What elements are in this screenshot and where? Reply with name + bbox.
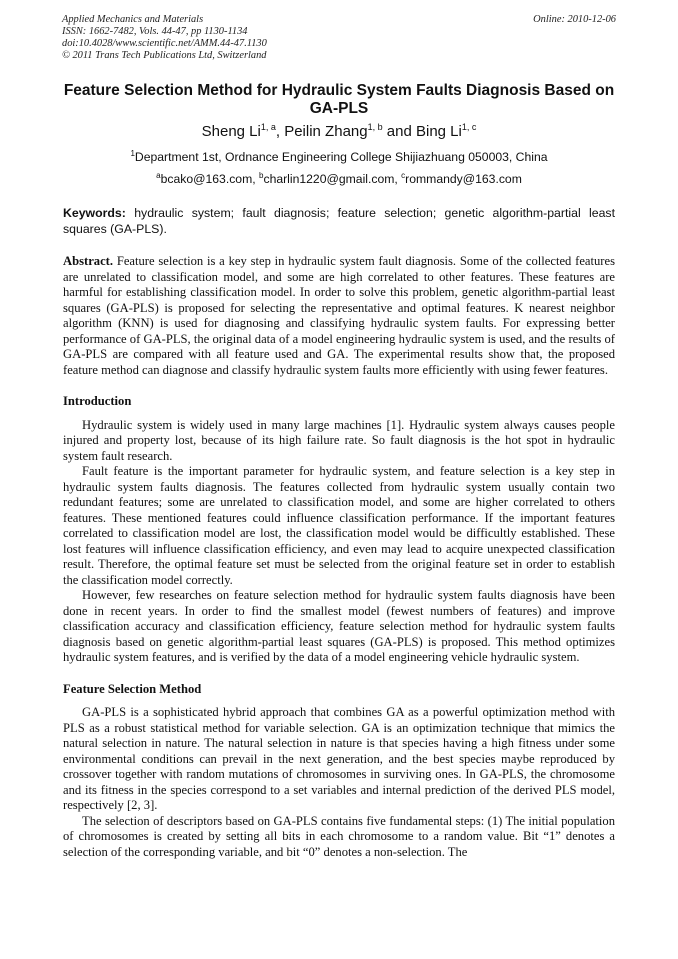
method-heading: Feature Selection Method xyxy=(63,681,202,696)
paper-title: Feature Selection Method for Hydraulic System Faults Diagnosis Based on GA-PLS xyxy=(63,82,615,117)
paper-body xyxy=(63,254,615,860)
email-list xyxy=(0,172,678,187)
email-address: rommandy@163.com xyxy=(405,172,522,186)
keywords-label: Keywords: xyxy=(63,206,126,220)
body-paragraph: GA-PLS is a sophisticated hybrid approach that combines GA as a powerful optimization method with PLS as a robust statistical method for variable selection. GA is an optimization technique that mimics the natural selection in nature. The natural selection in nature is that species having a high fitness under some environmental conditions can prevail in the next generation, and the best species maybe reproduced by crossover together with random mutations of chromosomes in surviving ones. In GA-PLS, the chromosome and its fitness in the species correspond to a set variables and internal prediction of the derived PLS model, respectively [2, 3]. xyxy=(63,705,615,812)
doi-line: doi:10.4028/www.scientific.net/AMM.44-47.1130 xyxy=(62,38,267,49)
affiliation-marker: 1 xyxy=(130,149,135,158)
author-separator: and xyxy=(382,123,416,140)
journal-name: Applied Mechanics and Materials xyxy=(62,14,204,25)
email-marker: b xyxy=(259,171,264,180)
author-name: Peilin Zhang xyxy=(284,123,368,140)
body-paragraph: Hydraulic system is widely used in many large machines [1]. Hydraulic system always causes people injured and property lost, because of its high failure rate. So fault diagnosis is the hot spot in hydraulic system fault research. xyxy=(63,417,615,463)
email-address: charlin1220@gmail.com xyxy=(263,172,395,186)
keywords-block xyxy=(63,206,615,237)
author-affiliation-marker: 1, c xyxy=(461,122,477,132)
affiliation-text: Department 1st, Ordnance Engineering College Shijiazhuang 050003, China xyxy=(134,150,548,164)
abstract-label: Abstract. xyxy=(63,254,114,268)
affiliation xyxy=(0,150,678,165)
email-marker: a xyxy=(156,171,161,180)
author-name: Bing Li xyxy=(415,123,462,140)
copyright-line: © 2011 Trans Tech Publications Ltd, Switzerland xyxy=(62,50,267,61)
author-affiliation-marker: 1, b xyxy=(367,122,383,132)
author-list xyxy=(0,123,678,141)
email-address: bcako@163.com xyxy=(160,172,253,186)
abstract-paragraph xyxy=(63,254,615,378)
author-name: Sheng Li xyxy=(201,123,261,140)
author-separator: , xyxy=(275,123,285,140)
body-paragraph: However, few researches on feature selection method for hydraulic system faults diagnosis have been done in recent years. In order to find the smallest model (fewest numbers of features) and improve classification accuracy and classification efficiency, feature selection method for hydraulic system faults diagnosis based on genetic algorithm-partial least squares (GA-PLS) is proposed. This method optimizes hydraulic system features, and is verified by the data of a model engineering vehicle hydraulic system. xyxy=(63,588,615,664)
email-separator: , xyxy=(252,172,260,186)
issn-line: ISSN: 1662-7482, Vols. 44-47, pp 1130-1134 xyxy=(62,26,248,37)
introduction-heading: Introduction xyxy=(63,394,132,408)
abstract-text: Feature selection is a key step in hydraulic system fault diagnosis. Some of the collected features are unrelated to classification model, and some are high correlated to other features. These features are harmful for establishing classification model. In order to solve this problem, genetic algorithm-partial least squares (GA-PLS) is proposed for selecting the representative and optimal features. K nearest neighbor algorithm (KNN) is used for diagnosing and classifying hydraulic system faults. For expressing better performance of GA-PLS, the original data of a model engineering hydraulic system is used, and the results of GA-PLS are compared with all feature used and GA. The experimental results show that, the proposed feature method can diagnose and classify hydraulic system faults more efficiently with using fewer features. xyxy=(63,254,615,377)
author-affiliation-marker: 1, a xyxy=(260,122,276,132)
body-paragraph: The selection of descriptors based on GA-PLS contains five fundamental steps: (1) The initial population of chromosomes is created by setting all bits in each chromosome to a random value. Bit “1” denotes a selection of the corresponding variable, and bit “0” denotes a non-selection. The xyxy=(63,813,615,859)
keywords-text: hydraulic system; fault diagnosis; feature selection; genetic algorithm-partial least squares (GA-PLS). xyxy=(63,206,615,236)
online-date: Online: 2010-12-06 xyxy=(533,14,616,25)
body-paragraph: Fault feature is the important parameter for hydraulic system, and feature selection is a key step in hydraulic system faults diagnosis. The features collected from hydraulic system usually contain two redundant features; some are unrelated to classification model, and some are higher correlated to others features. These mentioned features could influence classification performance. If the important features correlated to classification model are lost, the classification model would be difficultly established. These lost features will influence classification efficiency, and even may lead to acquire unexpected classification result. Therefore, the optimal feature set must be selected from the original feature set in order to establish the classification model correctly. xyxy=(63,464,615,587)
email-marker: c xyxy=(401,171,406,180)
journal-header xyxy=(62,14,616,62)
email-separator: , xyxy=(394,172,402,186)
